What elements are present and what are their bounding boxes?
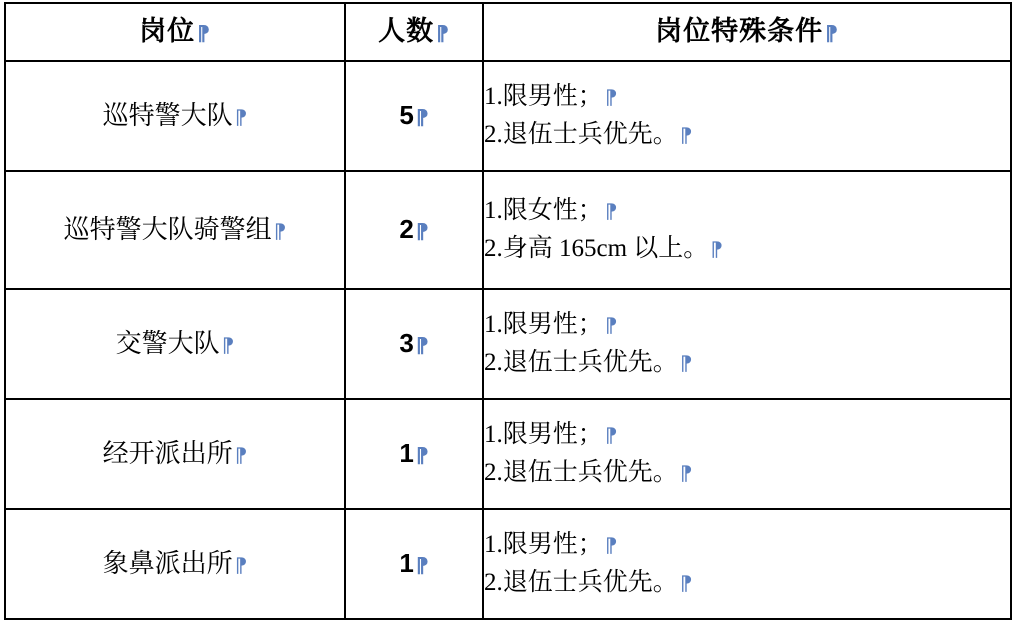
column-header-post (5, 3, 345, 61)
condition-text: 1.限男性； (484, 311, 603, 338)
paragraph-mark-icon: ⁋ (604, 315, 618, 337)
paragraph-mark-icon: ⁋ (679, 125, 693, 147)
paragraph-mark-icon: ⁋ (679, 463, 693, 485)
paragraph-mark-icon: ⁋ (221, 335, 235, 358)
cell-count (345, 399, 483, 509)
table-row (5, 289, 1011, 399)
paragraph-mark-icon: ⁋ (415, 445, 429, 468)
cell-post (5, 509, 345, 619)
column-header-post-label: 岗位 (139, 16, 196, 47)
post-name: 交警大队 (115, 329, 220, 359)
count-value: 3 (399, 328, 414, 359)
cell-conditions (483, 171, 1011, 289)
table-row (5, 171, 1011, 289)
post-name: 巡特警大队 (102, 101, 233, 131)
cell-conditions (483, 509, 1011, 619)
paragraph-mark-icon: ⁋ (604, 201, 618, 223)
recruitment-table (4, 2, 1012, 620)
cell-conditions (483, 61, 1011, 171)
paragraph-mark-icon: ⁋ (679, 353, 693, 375)
post-name: 象鼻派出所 (102, 549, 233, 579)
paragraph-mark-icon: ⁋ (604, 87, 618, 109)
condition-text: 1.限男性； (484, 531, 603, 558)
table-header (5, 3, 1011, 61)
paragraph-mark-icon: ⁋ (436, 23, 450, 46)
count-value: 2 (399, 214, 414, 245)
count-value: 1 (399, 548, 414, 579)
paragraph-mark-icon: ⁋ (415, 221, 429, 244)
condition-line (484, 78, 1010, 116)
post-name: 经开派出所 (102, 439, 233, 469)
paragraph-mark-icon: ⁋ (197, 23, 211, 46)
cell-post (5, 399, 345, 509)
cell-conditions (483, 289, 1011, 399)
post-name: 巡特警大队骑警组 (63, 215, 272, 245)
cell-count (345, 171, 483, 289)
paragraph-mark-icon: ⁋ (415, 555, 429, 578)
cell-count (345, 289, 483, 399)
cell-conditions (483, 399, 1011, 509)
table-body (5, 61, 1011, 619)
cell-post (5, 61, 345, 171)
condition-line (484, 306, 1010, 344)
cell-count (345, 61, 483, 171)
condition-text: 1.限男性； (484, 421, 603, 448)
paragraph-mark-icon: ⁋ (234, 445, 248, 468)
table-row (5, 399, 1011, 509)
table-row (5, 61, 1011, 171)
count-value: 1 (399, 438, 414, 469)
paragraph-mark-icon: ⁋ (679, 573, 693, 595)
condition-line (484, 230, 1010, 268)
condition-text: 2.退伍士兵优先。 (484, 349, 678, 376)
condition-line (484, 454, 1010, 492)
cell-count (345, 509, 483, 619)
column-header-conditions-label: 岗位特殊条件 (655, 16, 824, 47)
column-header-conditions (483, 3, 1011, 61)
condition-line (484, 116, 1010, 154)
paragraph-mark-icon: ⁋ (415, 107, 429, 130)
paragraph-mark-icon: ⁋ (604, 425, 618, 447)
condition-text: 1.限男性； (484, 83, 603, 110)
cell-post (5, 289, 345, 399)
paragraph-mark-icon: ⁋ (273, 221, 287, 244)
condition-text: 2.身高 165cm 以上。 (484, 235, 709, 262)
count-value: 5 (399, 100, 414, 131)
condition-line (484, 416, 1010, 454)
cell-post (5, 171, 345, 289)
column-header-count (345, 3, 483, 61)
paragraph-mark-icon: ⁋ (710, 239, 724, 261)
paragraph-mark-icon: ⁋ (825, 23, 839, 46)
condition-line (484, 344, 1010, 382)
paragraph-mark-icon: ⁋ (415, 335, 429, 358)
condition-line (484, 192, 1010, 230)
condition-line (484, 526, 1010, 564)
table-header-row (5, 3, 1011, 61)
paragraph-mark-icon: ⁋ (234, 107, 248, 130)
condition-text: 2.退伍士兵优先。 (484, 569, 678, 596)
column-header-count-label: 人数 (378, 16, 435, 47)
paragraph-mark-icon: ⁋ (604, 535, 618, 557)
condition-line (484, 564, 1010, 602)
condition-text: 2.退伍士兵优先。 (484, 459, 678, 486)
condition-text: 1.限女性； (484, 197, 603, 224)
table-row (5, 509, 1011, 619)
condition-text: 2.退伍士兵优先。 (484, 121, 678, 148)
paragraph-mark-icon: ⁋ (234, 555, 248, 578)
